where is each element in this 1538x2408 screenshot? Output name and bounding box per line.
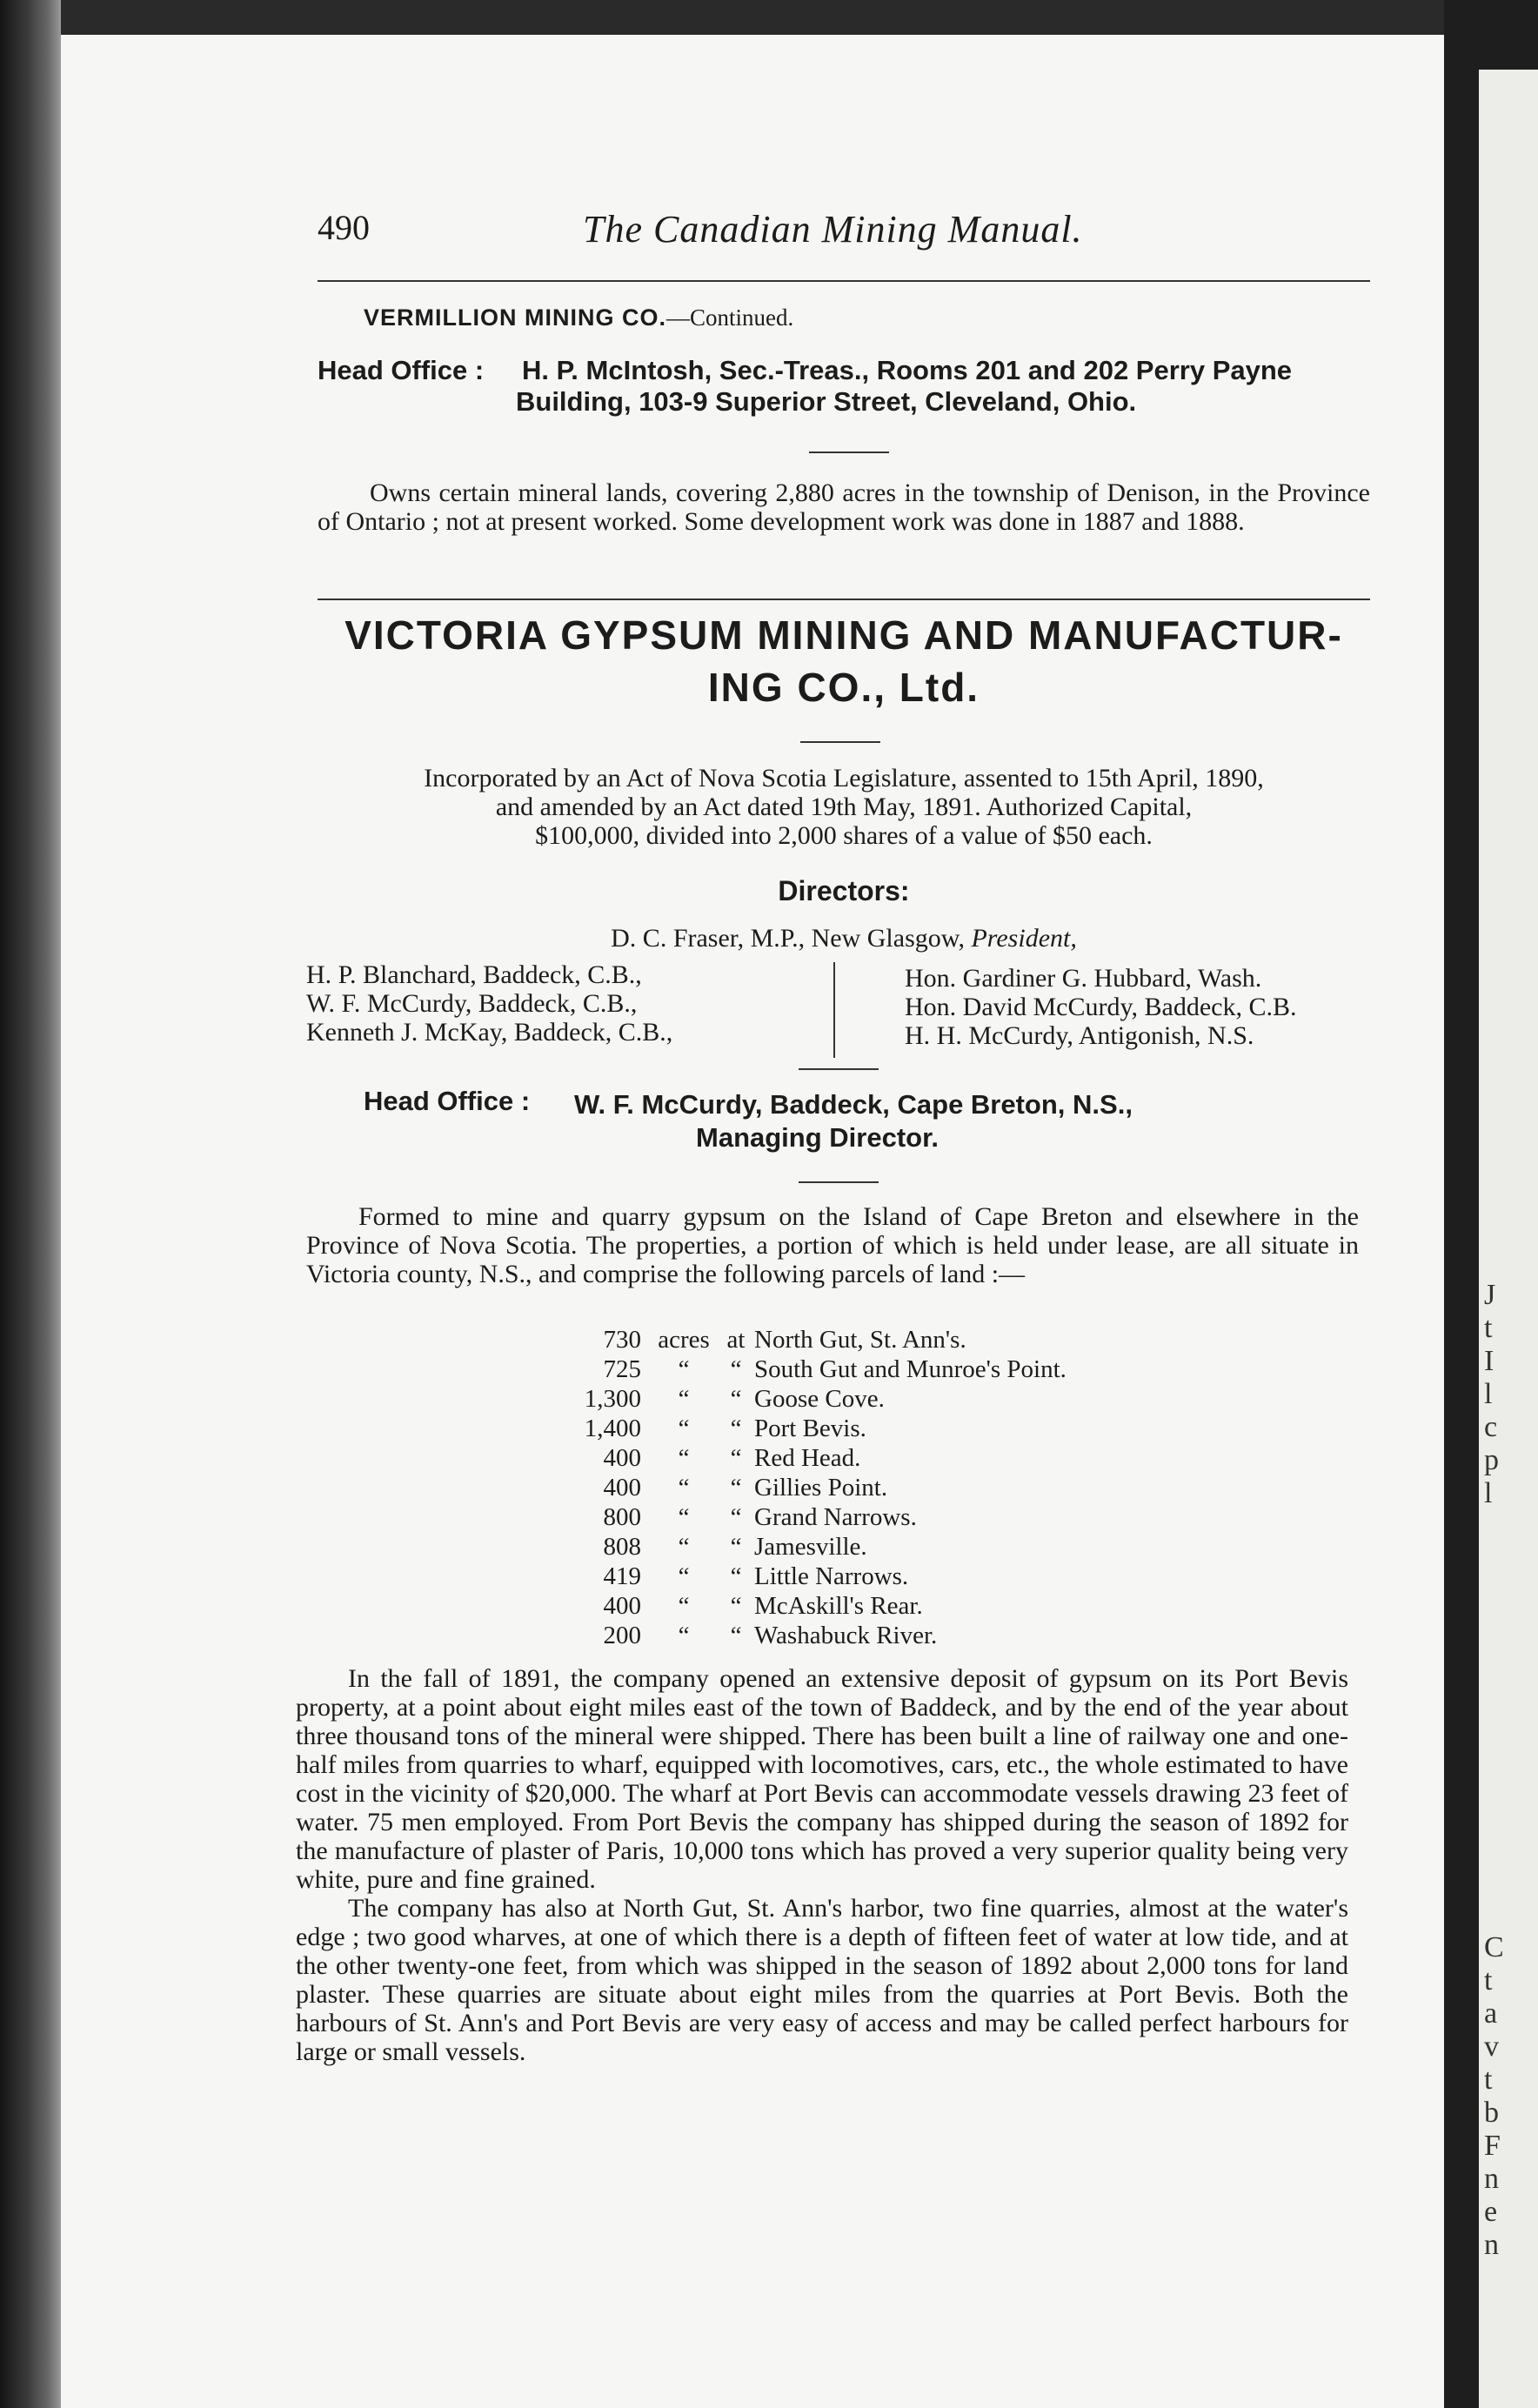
parcel-at: “: [730, 1533, 742, 1561]
parcel-unit: “: [678, 1592, 690, 1620]
section-divider: [799, 1181, 879, 1183]
parcel-acres: 808: [603, 1533, 641, 1561]
parcel-acres: 400: [603, 1592, 641, 1620]
parcel-row: [570, 1384, 1067, 1414]
running-title: The Canadian Mining Manual.: [583, 208, 1083, 251]
president-line: D. C. Fraser, M.P., New Glasgow, President,: [611, 924, 1077, 953]
header-rule: [318, 280, 1370, 282]
parcel-row: [570, 1354, 1067, 1384]
director-name: Kenneth J. McKay, Baddeck, C.B.,: [306, 1018, 673, 1047]
parcels-table: [570, 1325, 1067, 1650]
parcel-at: “: [730, 1474, 742, 1502]
parcel-unit: acres: [658, 1326, 710, 1354]
parcel-row: [570, 1621, 1067, 1650]
vermillion-description: Owns certain mineral lands, covering 2,880 acres in the township of Denison, in the Province of Ontario ; not at present worked. Some development work was done in 1887 and 1888.: [318, 478, 1370, 536]
parcel-unit: “: [678, 1562, 690, 1590]
victoria-head-office-line1: W. F. McCurdy, Baddeck, Cape Breton, N.S.,: [574, 1089, 1133, 1120]
section-divider: [800, 741, 880, 743]
vermillion-heading: [364, 304, 793, 331]
parcel-acres: 730: [603, 1326, 641, 1354]
parcel-place: South Gut and Munroe's Point.: [754, 1355, 1067, 1383]
director-name: H. H. McCurdy, Antigonish, N.S.: [905, 1021, 1254, 1050]
body-text: [296, 1664, 1348, 2066]
parcel-unit: “: [678, 1474, 690, 1502]
parcel-unit: “: [678, 1355, 690, 1383]
directors-heading: Directors:: [778, 875, 910, 906]
parcel-at: “: [730, 1415, 742, 1442]
victoria-head-office-label: Head Office :: [364, 1086, 531, 1116]
parcel-row: [570, 1473, 1067, 1502]
vermillion-head-office-line2: Building, 103-9 Superior Street, Cleveland, Ohio.: [516, 386, 1137, 417]
formed-paragraph: Formed to mine and quarry gypsum on the Island of Cape Breton and elsewhere in the Province of Nova Scotia. The properties, a portion of which is held under lease, are all situate in Victoria county, N.S., and comprise the following parcels of land :—: [306, 1202, 1359, 1288]
book-spine: [0, 0, 61, 2408]
parcel-acres: 725: [603, 1355, 641, 1383]
parcel-at: at: [726, 1326, 746, 1354]
parcel-acres: 200: [603, 1622, 641, 1649]
parcel-place: McAskill's Rear.: [754, 1592, 923, 1620]
parcel-place: Port Bevis.: [754, 1415, 866, 1442]
parcel-row: [570, 1532, 1067, 1562]
parcels-list: [570, 1325, 1067, 1650]
parcel-unit: “: [678, 1444, 690, 1472]
director-name: Hon. Gardiner G. Hubbard, Wash.: [905, 964, 1262, 993]
parcel-row: [570, 1562, 1067, 1591]
parcel-unit: “: [678, 1503, 690, 1531]
vermillion-company-name: VERMILLION MINING CO.: [364, 304, 666, 331]
parcel-at: “: [730, 1444, 742, 1472]
parcel-place: Jamesville.: [754, 1533, 867, 1561]
director-name: Hon. David McCurdy, Baddeck, C.B.: [905, 993, 1297, 1021]
directors-right-column: [905, 964, 1379, 1050]
parcel-acres: 400: [603, 1444, 641, 1472]
parcel-acres: 1,300: [584, 1385, 641, 1413]
section-divider: [809, 452, 889, 453]
parcel-row: [570, 1443, 1067, 1473]
director-name: W. F. McCurdy, Baddeck, C.B.,: [306, 989, 638, 1018]
parcel-acres: 1,400: [584, 1415, 641, 1442]
parcel-at: “: [730, 1562, 742, 1590]
section-divider: [799, 1068, 879, 1070]
continued-label: —Continued.: [666, 304, 794, 331]
parcel-place: Goose Cove.: [754, 1385, 885, 1413]
parcel-at: “: [730, 1385, 742, 1413]
parcel-acres: 800: [603, 1503, 641, 1531]
parcel-unit: “: [678, 1415, 690, 1442]
paragraph-north-gut: The company has also at North Gut, St. Ann's harbor, two fine quarries, almost at the water's edge ; two good wharves, at one of which there is a depth of fifteen feet of water at low tide, and at the other twenty-one feet, from which was shipped in the season of 1892 about 2,000 tons for land plaster. These quarries are situate about eight miles from the quarries at Port Bevis. Both the harbours of St. Ann's and Port Bevis are very easy of access and may be called perfect harbours for large or small vessels.: [296, 1894, 1348, 2066]
parcel-row: [570, 1502, 1067, 1532]
adjacent-page-edge: J t I l c p l C t a v t b F n e n: [1479, 70, 1538, 2408]
parcel-row: [570, 1325, 1067, 1354]
victoria-head-office-line2: Managing Director.: [696, 1122, 940, 1153]
parcel-unit: “: [678, 1533, 690, 1561]
parcel-place: Little Narrows.: [754, 1562, 909, 1590]
parcel-place: Red Head.: [754, 1444, 861, 1472]
parcel-acres: 400: [603, 1474, 641, 1502]
parcel-place: Gillies Point.: [754, 1474, 888, 1502]
paragraph-port-bevis: In the fall of 1891, the company opened an extensive deposit of gypsum on its Port Bevis property, at a point about eight miles east of the town of Baddeck, and by the end of the year about three thousand tons of the mineral were shipped. There has been built a line of railway one and one-half miles from quarries to wharf, equipped with locomotives, cars, etc., the whole estimated to have cost in the vicinity of $20,000. The wharf at Port Bevis can accommodate vessels drawing 23 feet of water. 75 men employed. From Port Bevis the company has shipped during the season of 1892 for the manufacture of plaster of Paris, 10,000 tons which has proved a very superior quality being very white, pure and fine grained.: [296, 1664, 1348, 1894]
vermillion-head-office-label: Head Office :: [318, 355, 485, 385]
parcel-at: “: [730, 1592, 742, 1620]
company-title: VICTORIA GYPSUM MINING AND MANUFACTUR- ING CO., Ltd.: [344, 612, 1343, 710]
parcel-unit: “: [678, 1385, 690, 1413]
parcel-at: “: [730, 1503, 742, 1531]
parcel-place: Washabuck River.: [754, 1622, 938, 1649]
incorporation-text: Incorporated by an Act of Nova Scotia Legislature, assented to 15th April, 1890, and amended by an Act dated 19th May, 1891. Authorized Capital, $100,000, divided into 2,000 shares of a value of $50 each.: [424, 764, 1264, 850]
parcel-row: [570, 1591, 1067, 1621]
page-number: 490: [318, 208, 370, 247]
parcel-place: Grand Narrows.: [754, 1503, 917, 1531]
parcel-row: [570, 1414, 1067, 1443]
directors-column-divider: [833, 962, 835, 1058]
parcel-acres: 419: [603, 1562, 641, 1590]
company-separator-rule: [318, 599, 1370, 600]
director-name: H. P. Blanchard, Baddeck, C.B.,: [306, 960, 642, 989]
directors-left-column: [306, 960, 828, 1047]
parcel-at: “: [730, 1622, 742, 1649]
parcel-at: “: [730, 1355, 742, 1383]
vermillion-head-office-line1: H. P. McIntosh, Sec.-Treas., Rooms 201 and 202 Perry Payne: [522, 355, 1293, 385]
parcel-unit: “: [678, 1622, 690, 1649]
parcel-place: North Gut, St. Ann's.: [754, 1326, 966, 1354]
